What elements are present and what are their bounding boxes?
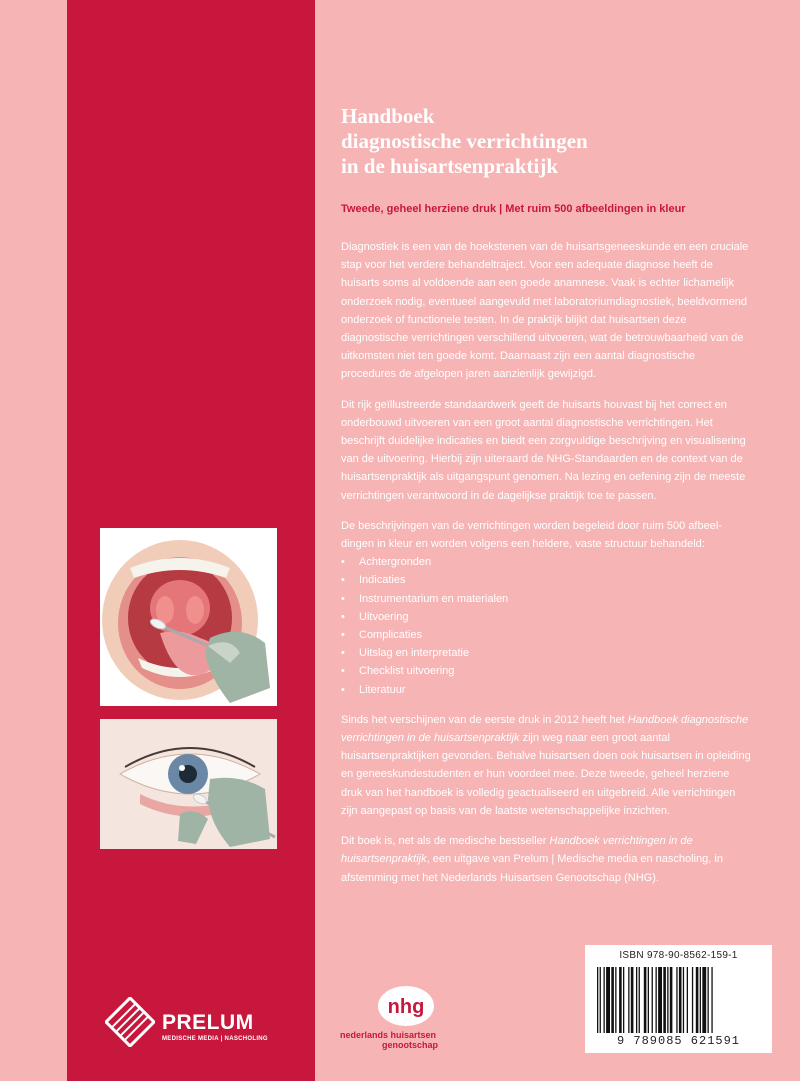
barcode-bar bbox=[639, 967, 640, 1033]
svg-text:nhg: nhg bbox=[387, 996, 425, 1018]
list-item: • Literatuur bbox=[341, 683, 406, 696]
title-line-1: Handboek bbox=[341, 104, 435, 128]
list-item: • Uitvoering bbox=[341, 610, 409, 623]
barcode-bar bbox=[648, 967, 649, 1033]
barcode-bar bbox=[611, 967, 614, 1033]
barcode-bar bbox=[692, 967, 693, 1033]
barcode-bar bbox=[702, 967, 706, 1033]
barcode-bar bbox=[652, 967, 653, 1033]
prelum-logo-icon bbox=[105, 997, 155, 1047]
paragraph-5: Dit boek is, net als de medische bestseller Handboek verrichtingen in de huisartsenpraktijk, een uitgave van Prelum | Medische media en nascholing, in afstemming met het Nederlands Huisartsen Genootschap (NHG). bbox=[341, 835, 723, 884]
barcode-bar bbox=[615, 967, 616, 1033]
barcode-bar bbox=[670, 967, 673, 1033]
barcode-bar bbox=[600, 967, 601, 1033]
barcode-bar bbox=[700, 967, 701, 1033]
barcode-bar bbox=[604, 967, 605, 1033]
paragraph-4: Sinds het verschijnen van de eerste druk in 2012 heeft het Handboek diagnostische verrichtingen in de huisartsenpraktijk zijn weg naar een groot aantal huisartsenpraktijken gevonden. Behalve huisartsen doen ook huisartsen in opleiding en geneeskundestudenten er hun voordeel mee. Deze tweede, geheel herziene druk van het handboek is volledig geactualiseerd en uitgebreid. Alle verrichtingen zijn aangepast op basis van de laatste wetenschappelijke inzichten. bbox=[341, 713, 751, 817]
list-item: • Uitslag en interpretatie bbox=[341, 647, 470, 660]
list-item: • Complicaties bbox=[341, 629, 422, 642]
list-item: • Indicaties bbox=[341, 574, 406, 587]
barcode-bar bbox=[679, 967, 682, 1033]
list-item: • Achtergronden bbox=[341, 556, 432, 569]
isbn-label: ISBN 978-90-8562-159-1 bbox=[619, 950, 738, 961]
barcode-bar bbox=[644, 967, 647, 1033]
paragraph-2: Dit rijk geïllustreerde standaardwerk geeft de huisarts houvast bij het correct en onderbouwd uitvoeren van een groot aantal diagnostische verrichtingen. Het beschrijft duidelijke indicaties en biedt een zorgvuldige beschrijving en visualisering van de uitvoering. Hierbij zijn uiteraard de NHG-Standaarden en de context van de huisartsenpraktijk als uitgangspunt genomen. Na lezing en oefening zijn de meeste verrichtingen verantwoord in de dagelijkse praktijk toe te passen. bbox=[341, 398, 746, 502]
title-line-2: diagnostische verrichtingen bbox=[341, 129, 588, 153]
barcode-bar bbox=[597, 967, 598, 1033]
list-item: • Instrumentarium en materialen bbox=[341, 592, 509, 605]
barcode-bar bbox=[696, 967, 699, 1033]
nhg-organization-name: nederlands huisartsen genootschap bbox=[340, 1030, 439, 1050]
barcode-bar bbox=[708, 967, 709, 1033]
barcode-bar bbox=[687, 967, 688, 1033]
paragraph-3: De beschrijvingen van de verrichtingen worden begeleid door ruim 500 afbeeldingen in kleur en worden volgens een heldere, vaste structuur behandeld: bbox=[341, 519, 722, 551]
book-title bbox=[341, 104, 781, 179]
list-item: • Checklist uitvoering bbox=[341, 665, 455, 678]
barcode-bar bbox=[606, 967, 610, 1033]
barcode-bar bbox=[636, 967, 637, 1033]
barcode-bar bbox=[631, 967, 634, 1033]
barcode-bar bbox=[711, 967, 712, 1033]
isbn-digits: 9 789085 621591 bbox=[616, 1034, 741, 1048]
nhg-logo bbox=[340, 982, 460, 1062]
barcode-bar bbox=[656, 967, 657, 1033]
barcode-bar bbox=[619, 967, 622, 1033]
nhg-logo-icon bbox=[376, 984, 436, 1028]
publisher-tagline: MEDISCHE MEDIA | NASCHOLING bbox=[162, 1036, 268, 1042]
publisher-name: PRELUM bbox=[162, 1011, 254, 1034]
barcode-bar bbox=[683, 967, 684, 1033]
barcode-bar bbox=[623, 967, 624, 1033]
structure-list bbox=[341, 553, 751, 699]
barcode-bar bbox=[628, 967, 629, 1033]
barcode-bar bbox=[658, 967, 662, 1033]
title-line-3: in de huisartsenpraktijk bbox=[341, 154, 559, 178]
barcode-bar bbox=[667, 967, 668, 1033]
barcode-icon bbox=[597, 967, 760, 1033]
isbn-barcode bbox=[585, 945, 772, 1053]
eye-swab-illustration bbox=[100, 719, 277, 849]
body-text bbox=[341, 238, 751, 899]
subtitle: Tweede, geheel herziene druk | Met ruim 500 afbeeldingen in kleur bbox=[341, 203, 686, 215]
prelum-logo bbox=[105, 993, 275, 1053]
barcode-bar bbox=[676, 967, 677, 1033]
barcode-bar bbox=[663, 967, 666, 1033]
paragraph-1: Diagnostiek is een van de hoekstenen van de huisartsgeneeskunde en een cruciale stap voor het verdere behandeltraject. Voor een adequate diagnose heeft de huisarts soms al voldoende aan een goede anamnese. Vaak is echter lichamelijk onderzoek nodig, eventueel aangevuld met laboratoriumdiagnostiek, beeldvormend onderzoek of functionele testen. In de praktijk blijkt dat huisartsen deze diagnostische verrichtingen verschillend uitvoeren, wat de betrouwbaarheid van de uitkomsten niet ten goede komt. Daarnaast zijn een aantal diagnostische procedures de afgelopen jaren aanzienlijk gewijzigd. bbox=[341, 241, 749, 381]
throat-swab-illustration bbox=[100, 528, 277, 706]
